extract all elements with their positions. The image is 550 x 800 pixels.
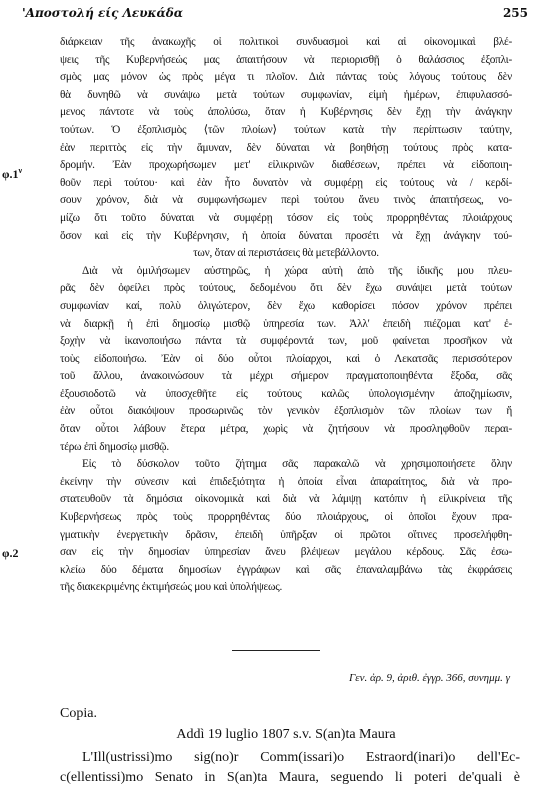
text-line: ξοχὴν νὰ ἱκανοποιήσω πάντα τὰ συμφέροντά των, μοῦ φαίνεται προσῆκον νὰ <box>60 335 512 348</box>
text-line: συμφωνίαν καί, πολὺ ὀλιγώτερον, δὲν ἔχω καθορίσει πόσον χρόνον πρέπει <box>60 299 512 312</box>
running-title: 'Αποστολή είς Λευκάδα <box>22 6 183 20</box>
text-line: ἐὰν οὗτοι διακόψουν προσωρινῶς τὸν γενικὸν ἐξοπλισμὸν τῶν πλοίων των ἤ <box>60 405 512 418</box>
margin-marker-folio-1v: $\varphi.1^\nu$ <box>2 166 23 181</box>
text-line: σαν εἰς τὴν δημοσίαν ὑπηρεσίαν ἄνευ βλέψεων μεγάλου κέρδους. Σᾶς ἐσω- <box>60 546 512 559</box>
text-line: ἐξουσιοδοτῶ νὰ ὑποσχεθῆτε εἰς τούτους καλῶς ὑπολογισμένην ἀποζημίωσιν, <box>60 387 512 400</box>
text-line: ὅταν οὗτοι λάβουν ἕτερα μέτρα, χωρὶς νὰ ζητήσουν νὰ προσληφθοῦν περαι- <box>60 423 512 436</box>
date-line: Addì 19 luglio 1807 s.v. S(an)ta Maura <box>176 727 396 742</box>
text-line: σμὸς μας μόνον ὡς πρὸς μέγα τι πλοῖον. Διὰ πάντας τοὺς λόγους τούτους δὲν <box>60 71 512 84</box>
text-line: σουν χρόνον, διὰ νὰ συμφωνήσωμεν περὶ τούτου ἄνευ τινὸς ἀπαιτήσεως, νο- <box>60 194 512 207</box>
text-line: γματικὴν ἐνεργετικὴν δρᾶσιν, ἐπειδὴ ὑπῆρξαν οἱ πρῶτοι οἵτινες προσελήφθη- <box>60 528 512 541</box>
text-line: δρομήν. Ἐὰν προχωρήσωμεν μετ' εἰλικρινῶν διαθέσεων, πρέπει νὰ εἰδοποιη- <box>60 159 512 172</box>
text-line: μίζω ὅτι τοῦτο δύναται νὰ συμφέρῃ τόσον εἰς τοὺς προρρηθέντας πλοιάρχους <box>60 211 512 224</box>
text-line: τοῦ ἄλλου, ἀνακοινώσουν τὰ μέχρι σήμερον πραγματοποιηθέντα ἔξοδα, σᾶς <box>60 370 512 383</box>
text-line: L'Ill(ustrissi)mo sig(no)r Comm(issari)o Estraord(inari)o dell'Ec- <box>82 750 520 765</box>
italian-text-body <box>60 748 520 788</box>
text-line: των, ὅταν αἱ περιστάσεις θὰ μετεβάλλοντο. <box>193 247 379 260</box>
text-line: ἐκείνην τὴν σύνεσιν καὶ ἐπιδεξιότητα ἡ ὁποία εἶναι ἀπαραίτητος, διὰ νὰ προ- <box>60 475 512 488</box>
text-line: θοῦν περὶ τούτου· καὶ ἐὰν ἦτο δυνατὸν νὰ συμφέρῃ εἰς τούτους νὰ / κερδί- <box>60 176 512 189</box>
copia-heading: Copia. <box>60 706 97 721</box>
text-line: ψεις τῆς Κυβερνήσεώς μας ἀπαιτήσουν νὰ περιορισθῇ ὁ θαλάσσιος ἐξοπλι- <box>60 53 512 66</box>
greek-text-body <box>60 34 512 597</box>
section-divider <box>232 650 320 651</box>
page-number: 255 <box>502 6 528 20</box>
text-line: τέρω ἐπὶ δημοσίῳ μισθῷ. <box>60 440 169 453</box>
margin-marker-folio-2: φ.2 <box>2 546 19 560</box>
text-line: στατευθοῦν τὰ δημόσια οἰκονομικὰ καὶ διὰ νὰ λάμψῃ κατόπιν ἡ εἰλικρίνεια τῆς <box>60 493 512 506</box>
page-header <box>22 6 528 22</box>
text-line: μενος πάντοτε νὰ τοὺς ἀπολύσω, ὅταν ἡ Κυβέρνησις δὲν ἔχῃ τὴν ἀνάγκην <box>60 106 512 119</box>
text-line: θὰ δυνηθῶ νὰ συνάψω μετὰ τούτων συμφωνίαν, εἰμὴ ἠμέρων, ἐπιφυλασσό- <box>60 88 512 101</box>
text-line: ὅσον καὶ εἰς τὴν Κυβέρνησιν, ἡ ὁποία δύναται προσέτι νὰ ἔχῃ ἀνάγκην τού- <box>60 229 512 242</box>
text-line: τούτων. Ὁ ἐξοπλισμὸς ⟨τῶν πλοίων⟩ τούτων κατὰ τὴν περίπτωσιν ταύτην, <box>60 123 512 136</box>
text-line: Διὰ νὰ ὁμιλήσωμεν αὐστηρῶς, ἡ χώρα αὐτὴ ἀπὸ τῆς ἰδικῆς μου πλευ- <box>82 264 512 277</box>
text-line: ρᾶς δὲν ὀφείλει πρὸς τούτους, δεδομένου ὅτι δὲν ἔχω συνάψει μετὰ τούτων <box>60 282 512 295</box>
text-line: νὰ διαρκῇ ἡ ἐπὶ δημοσίῳ μισθῷ ὑπηρεσία των. Ἀλλ' ἐπειδὴ πιέζομαι κατ' ἐ- <box>60 317 512 330</box>
source-citation: Γεν. ἀρ. 9, ἀριθ. ἐγγρ. 366, συνημμ. γ <box>348 672 510 684</box>
text-line: Εἰς τὸ δύσκολον τοῦτο ζήτημα σᾶς παρακαλῶ νὰ χρησιμοποιήσετε ὅλην <box>82 458 512 471</box>
text-line: Κυβερνήσεως πρὸς τοὺς προρρηθέντας δύο πλοιάρχους, οἱ ὁποῖοι ἔχουν πρα- <box>60 511 512 524</box>
text-line: διάρκειαν τῆς ἀνακωχῆς οἱ πολιτικοὶ συνδυασμοὶ καὶ αἱ οἰκονομικαὶ βλέ- <box>60 36 512 48</box>
text-line: c(ellentissi)mo Senato in S(an)ta Maura, seguendo li poteri de'quali è <box>60 770 520 785</box>
text-line: κλείω δύο δέματα δημοσίων ἐγγράφων καὶ σᾶς ἐπαναλαμβάνω τὰς ἐκφράσεις <box>60 563 512 576</box>
text-line: ἐὰν περιττὸς εἰς τὴν ἄμυναν, δὲν δύναται νὰ βοηθήσῃ τούτους πρὸς κατα- <box>60 141 512 154</box>
text-line: τοὺς εἰδοποιήσω. Ἐὰν οἱ δύο οὗτοι πλοίαρχοι, καὶ ὁ Λεκατσᾶς περισσότερον <box>60 352 512 365</box>
text-line: τῆς διακεκριμένης ἐκτιμήσεώς μου καὶ ὑπολήψεως. <box>60 581 283 594</box>
